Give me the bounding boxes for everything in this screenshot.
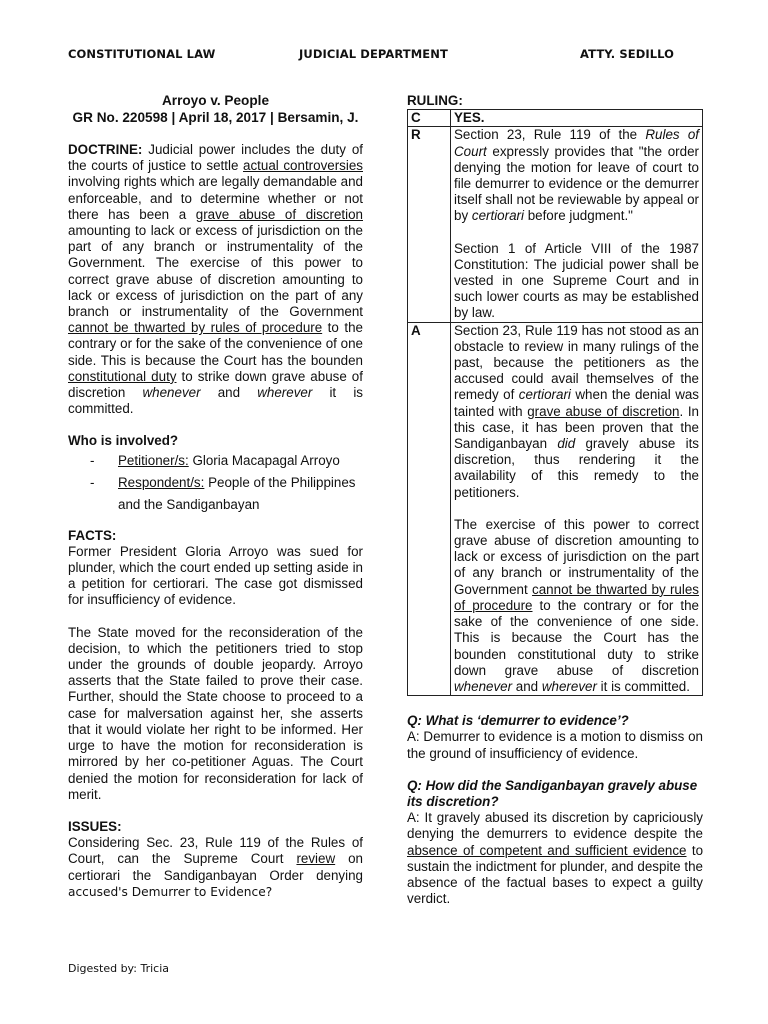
doctrine-text: and <box>200 385 258 401</box>
ruling-table <box>407 109 703 696</box>
doctrine-text: to the contrary or for the sake of the convenience of one side. This is because the Court has the bounden <box>68 320 363 368</box>
application-paragraph-1 <box>454 323 699 501</box>
application-italic: did <box>557 436 576 452</box>
doctrine-text: to strike down grave abuse of discretion <box>68 368 363 401</box>
facts-paragraph-2: The State moved for the reconsideration of the decision, to which the petitioners tried to stop under the grounds of double jeopardy. Arroyo asserts that the State failed to prove their case. Further, should the State choose to proceed to a case for malversation against her, she asserts that it would violate her right to be informed. Her urge to have the motion for reconsideration is mirrored by her co-petitioner Aguas. The Court denied the motion for reconsideration for lack of merit. <box>68 624 363 802</box>
doctrine-paragraph <box>68 142 363 417</box>
rule-paragraph-2: Section 1 of Article VIII of the 1987 Constitution: The judicial power shall be vested in one Supreme Court and in such lower courts as may be established by law. <box>454 240 699 321</box>
doctrine-label: DOCTRINE: <box>68 142 143 157</box>
application-text: and <box>512 678 542 694</box>
row-key: C <box>408 110 451 127</box>
footer-digested-by: Digested by: Tricia <box>68 962 169 975</box>
application-paragraph-2 <box>454 517 699 695</box>
application-underline: grave abuse of discretion <box>527 403 680 419</box>
application-text: it is committed. <box>596 678 690 694</box>
application-text: The exercise of this power to correct grave abuse of discretion amounting to lack or excess of jurisdiction on the part of any branch or instrumentality of the Government <box>454 516 699 597</box>
doctrine-underline: actual controversies <box>243 158 363 174</box>
issues-underline: review <box>296 851 336 867</box>
issues-text: Considering Sec. 23, Rule 119 of the Rules of Court, can the Supreme Court <box>68 835 363 867</box>
case-title: Arroyo v. People <box>161 93 270 108</box>
row-key: R <box>408 127 451 322</box>
issues-paragraph <box>68 835 363 900</box>
row-value <box>451 127 703 322</box>
header-professor: ATTY. SEDILLO <box>580 47 675 61</box>
petitioner-label: Petitioner/s: <box>118 452 189 468</box>
involved-list <box>90 450 363 516</box>
application-text: Section 23, Rule 119 has not stood as an obstacle to review in many rulings of the past, because the petitioners as the accused could avail themselves of the remedy of <box>454 322 699 403</box>
row-value <box>451 322 703 695</box>
rule-italic: Rules of Court <box>454 127 699 159</box>
doctrine-underline: grave abuse of discretion <box>195 206 363 222</box>
rule-text: before judgment." <box>523 208 633 224</box>
doctrine-italic: whenever <box>142 385 201 401</box>
facts-heading: FACTS: <box>68 527 117 543</box>
petitioner-item <box>90 450 363 472</box>
right-column <box>407 93 703 907</box>
application-text: gravely abuse its discretion, thus rendering it the availability of this remedy to the petitioners. <box>454 436 699 500</box>
ruling-row-conclusion <box>408 110 703 127</box>
question-2: Q: How did the Sandiganbayan gravely abuse its discretion? <box>407 777 698 809</box>
ruling-heading: RULING: <box>407 93 463 108</box>
row-key: A <box>408 322 451 695</box>
doctrine-text: amounting to lack or excess of jurisdiction on the part of any branch or instrumentality of the Government. The exercise of this power to correct grave abuse of discretion amounting to lack or excess of jurisdiction on the part of any branch or instrumentality of the Government <box>68 223 363 320</box>
doctrine-underline: cannot be thwarted by rules of procedure <box>68 320 323 336</box>
rule-text: expressly provides that "the order denying the motion for leave of court to file demurrer to evidence or the demurrer itself shall not be reviewable by appeal or by <box>454 143 699 224</box>
rule-text: Section 23, Rule 119 of the <box>454 127 646 143</box>
left-column <box>68 92 363 900</box>
application-italic: wherever <box>541 678 597 694</box>
header-topic: JUDICIAL DEPARTMENT <box>299 47 448 61</box>
application-italic: certiorari <box>518 387 571 403</box>
petitioner-name: Gloria Macapagal Arroyo <box>188 452 340 468</box>
ruling-row-application <box>408 322 703 695</box>
case-citation: GR No. 220598 | April 18, 2017 | Bersamin, J. <box>72 110 359 125</box>
issues-text: accused's Demurrer to Evidence? <box>68 884 273 899</box>
answer-text: A: It gravely abused its discretion by capriciously denying the demurrers to evidence despite the <box>407 810 703 842</box>
doctrine-underline: constitutional duty <box>68 368 177 384</box>
respondent-item <box>90 472 363 516</box>
doctrine-italic: wherever <box>257 385 313 401</box>
doctrine-text: it is committed. <box>68 385 363 417</box>
issues-text: on certiorari the Sandiganbayan Order denying <box>68 851 363 883</box>
application-underline: cannot be thwarted by rules of procedure <box>454 581 699 613</box>
row-value: YES. <box>451 110 703 127</box>
facts-paragraph-1: Former President Gloria Arroyo was sued for plunder, which the court ended up setting aside in a petition for certiorari. The case got dismissed for insufficiency of evidence. <box>68 543 363 608</box>
answer-text: to sustain the indictment for plunder, and despite the absence of the factual bases to expect a guilty verdict. <box>407 842 704 907</box>
respondent-label: Respondent/s: <box>118 474 205 490</box>
answer-underline: absence of competent and sufficient evidence <box>407 842 687 858</box>
rule-italic: certiorari <box>471 208 524 224</box>
answer-2 <box>407 810 703 907</box>
answer-1: A: Demurrer to evidence is a motion to dismiss on the ground of insufficiency of evidence. <box>407 729 703 761</box>
ruling-row-rule <box>408 127 703 322</box>
issues-heading: ISSUES: <box>68 818 122 834</box>
doctrine-text: Judicial power includes the duty of the courts of justice to settle <box>68 142 363 174</box>
header-course: CONSTITUTIONAL LAW <box>68 47 216 61</box>
application-text: to the contrary or for the sake of the convenience of one side. This is because the Court has the bounden constitutional duty to strike down grave abuse of discretion <box>454 597 699 678</box>
application-text: when the denial was tainted with <box>454 387 700 419</box>
rule-paragraph-1 <box>454 127 699 224</box>
application-italic: whenever <box>454 678 513 694</box>
doctrine-text: involving rights which are legally demandable and enforceable, and to determine whether or not there has been a <box>68 174 363 222</box>
respondent-name: People of the Philippines and the Sandiganbayan <box>118 474 356 512</box>
application-text: . In this case, it has been proven that the Sandiganbayan <box>454 403 700 452</box>
question-1: Q: What is ‘demurrer to evidence’? <box>407 713 629 729</box>
involved-heading: Who is involved? <box>68 433 179 449</box>
